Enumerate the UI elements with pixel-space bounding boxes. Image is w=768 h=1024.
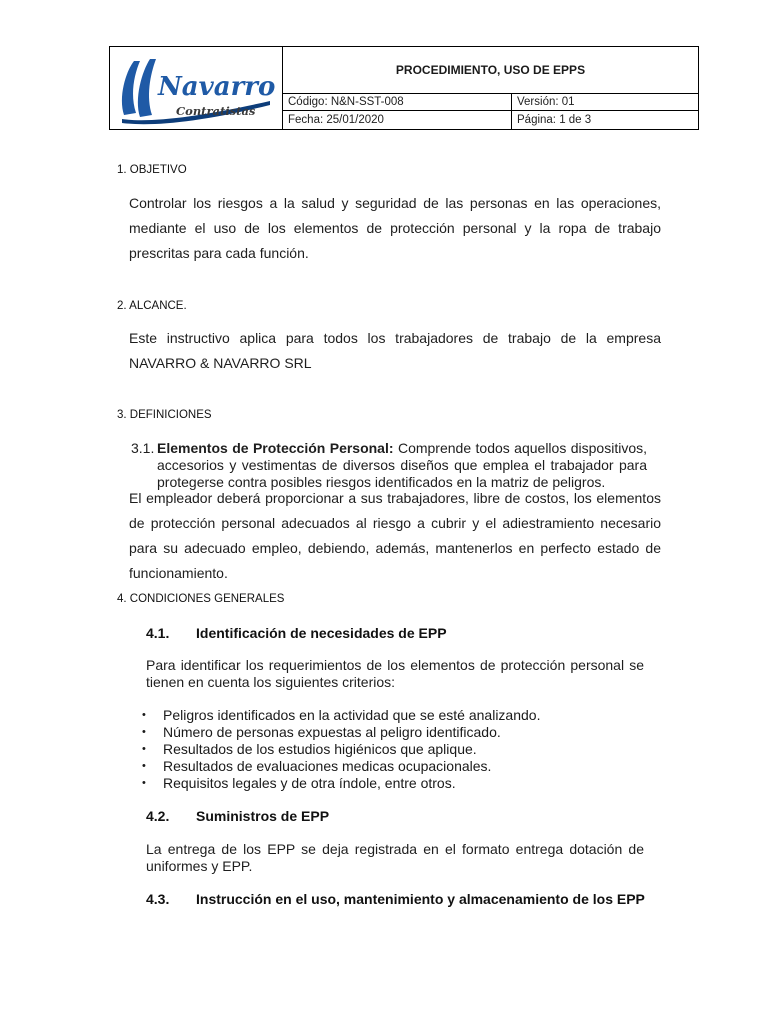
objetivo-text: Controlar los riesgos a la salud y seguridad de las personas en las operaciones, mediante el uso de los elementos de protección personal y la ropa de trabajo prescritas para cada función. (129, 195, 661, 261)
company-logo (110, 47, 283, 129)
criteria-list (146, 707, 540, 792)
subsection-number: 4.2. (146, 808, 170, 824)
list-item: • Requisitos legales y de otra índole, entre otros. (146, 775, 540, 792)
subsection-title: Suministros de EPP (196, 808, 330, 824)
section-heading-objetivo: 1. OBJETIVO (117, 164, 187, 176)
list-item: • Peligros identificados en la actividad que se esté analizando. (146, 707, 540, 724)
definition-text: Comprende todos aquellos dispositivos, accesorios y vestimentas de diversos diseños que emplea el trabajador para protegerse contra posibles riesgos identificados en la matriz de peligros. (157, 440, 647, 490)
section-heading-definiciones: 3. DEFINICIONES (117, 409, 212, 421)
subsection-number: 4.3. (146, 891, 170, 907)
document-header-table (109, 46, 699, 130)
subsection-title: Identificación de necesidades de EPP (196, 625, 447, 641)
subsection-4-2-heading (146, 808, 329, 824)
definiciones-paragraph: El empleador deberá proporcionar a sus trabajadores, libre de costos, los elementos de protección personal adecuados al riesgo a cubrir y el adiestramiento necesario para su adecuado empleo, debiendo, además, mantenerlos en perfecto estado de funcionamiento. (129, 490, 661, 581)
definition-body (157, 440, 647, 491)
list-item: • Número de personas expuestas al peligro identificado. (146, 724, 540, 741)
version-field: Versión: 01 (512, 93, 698, 111)
subsection-4-2-text: La entrega de los EPP se deja registrada en el formato entrega dotación de uniformes y EPP. (146, 841, 644, 874)
definition-term: Elementos de Protección Personal: (157, 440, 394, 456)
subsection-4-1-heading (146, 625, 447, 641)
document-title: PROCEDIMIENTO, USO DE EPPS (283, 47, 698, 94)
logo-wordmark: Navarro (158, 72, 276, 102)
section-heading-condiciones: 4. CONDICIONES GENERALES (117, 593, 285, 605)
subsection-number: 4.1. (146, 625, 170, 641)
codigo-field: Código: N&N-SST-008 (283, 93, 512, 111)
fecha-field: Fecha: 25/01/2020 (283, 111, 512, 129)
subsection-4-1-text: Para identificar los requerimientos de los elementos de protección personal se tienen en cuenta los siguientes criterios: (146, 657, 644, 690)
subsection-4-3-heading (146, 891, 645, 907)
list-item: • Resultados de los estudios higiénicos que aplique. (146, 741, 540, 758)
definition-number: 3.1. (131, 440, 155, 456)
logo-subtext: Contratistas (176, 104, 256, 118)
list-item: • Resultados de evaluaciones medicas ocupacionales. (146, 758, 540, 775)
navarro-logo-icon (110, 47, 282, 129)
pagina-field: Página: 1 de 3 (517, 114, 592, 126)
section-heading-alcance: 2. ALCANCE. (117, 300, 187, 312)
alcance-text: Este instructivo aplica para todos los trabajadores de trabajo de la empresa NAVARRO & NAVARRO SRL (129, 330, 661, 371)
subsection-title: Instrucción en el uso, mantenimiento y almacenamiento de los EPP (196, 891, 645, 907)
